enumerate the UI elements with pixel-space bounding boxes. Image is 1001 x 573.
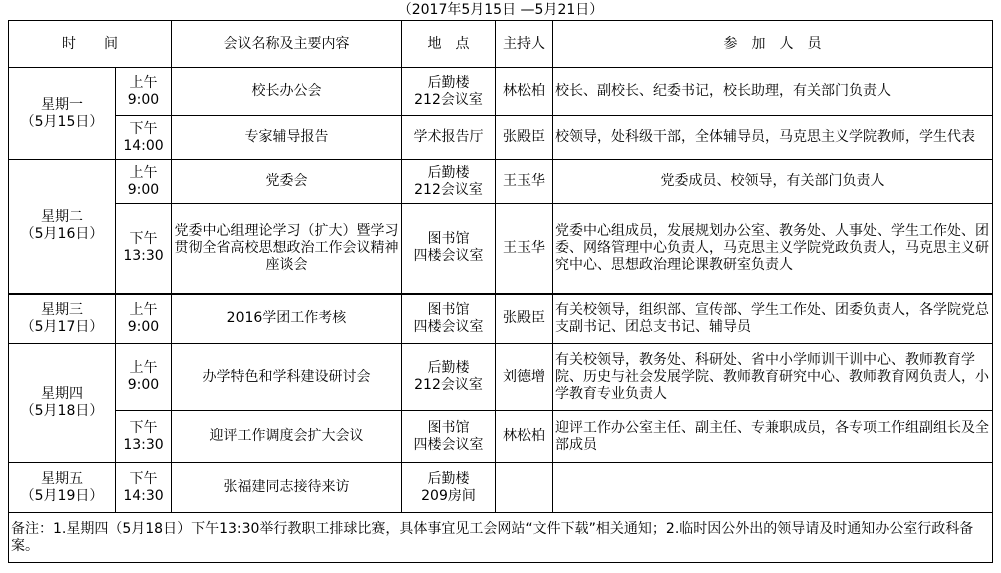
meeting-attendees: 校长、副校长、纪委书记，校长助理，有关部门负责人	[553, 68, 993, 116]
day-label: 星期一 （5月15日）	[9, 68, 116, 160]
date-range: （2017年5月15日 —5月21日）	[397, 2, 604, 18]
meeting-name: 办学特色和学科建设研讨会	[172, 344, 402, 411]
meeting-host: 林松柏	[496, 68, 553, 116]
table-row	[9, 294, 993, 344]
meeting-attendees: 党委中心组成员，发展规划办公室、教务处、人事处、学生工作处、团委、网络管理中心负责人，马克思主义学院党政负责人，马克思主义研究中心、思想政治理论课教研室负责人	[553, 204, 993, 294]
note-row	[9, 513, 993, 563]
meeting-attendees: 迎评工作办公室主任、副主任、专兼职成员，各专项工作组副组长及全部成员	[553, 411, 993, 463]
meeting-host: 王玉华	[496, 160, 553, 204]
session-time: 下午 13:30	[116, 411, 172, 463]
day-label: 星期四 （5月18日）	[9, 344, 116, 463]
meeting-name: 党委中心组理论学习（扩大）暨学习贯彻全省高校思想政治工作会议精神座谈会	[172, 204, 402, 294]
header-row	[9, 21, 993, 68]
meeting-schedule-table	[8, 20, 993, 563]
footnote: 备注：1.星期四（5月18日）下午13:30举行教职工排球比赛，具体事宜见工会网站“文件下载”相关通知；2.临时因公外出的领导请及时通知办公室行政科备案。	[9, 513, 993, 563]
day-label: 星期五 （5月19日）	[9, 463, 116, 513]
session-time: 上午 9:00	[116, 68, 172, 116]
meeting-location: 图书馆 四楼会议室	[402, 411, 496, 463]
session-time: 下午 14:30	[116, 463, 172, 513]
meeting-host	[496, 463, 553, 513]
table-row	[9, 463, 993, 513]
meeting-attendees: 有关校领导，教务处、科研处、省中小学师训干训中心、教师教育学院、历史与社会发展学院、教师教育研究中心、教师教育网负责人，小学教育专业负责人	[553, 344, 993, 411]
table-row	[9, 160, 993, 204]
meeting-location: 后勤楼 209房间	[402, 463, 496, 513]
meeting-attendees: 有关校领导，组织部、宣传部、学生工作处、团委负责人，各学院党总支副书记、团总支书记、辅导员	[553, 294, 993, 344]
meeting-name: 校长办公会	[172, 68, 402, 116]
meeting-name: 2016学团工作考核	[172, 294, 402, 344]
meeting-name: 党委会	[172, 160, 402, 204]
session-time: 上午 9:00	[116, 344, 172, 411]
meeting-host: 王玉华	[496, 204, 553, 294]
session-time: 上午 9:00	[116, 294, 172, 344]
meeting-location: 后勤楼 212会议室	[402, 344, 496, 411]
header-meeting: 会议名称及主要内容	[172, 21, 402, 68]
header-host: 主持人	[496, 21, 553, 68]
day-label: 星期二 （5月16日）	[9, 160, 116, 294]
table-row	[9, 116, 993, 160]
table-row	[9, 204, 993, 294]
meeting-host: 张殿臣	[496, 116, 553, 160]
header-location: 地 点	[402, 21, 496, 68]
table-row	[9, 68, 993, 116]
header-attendees: 参 加 人 员	[553, 21, 993, 68]
meeting-location: 图书馆 四楼会议室	[402, 204, 496, 294]
day-label: 星期三 （5月17日）	[9, 294, 116, 344]
meeting-location: 图书馆 四楼会议室	[402, 294, 496, 344]
session-time: 下午 14:00	[116, 116, 172, 160]
meeting-location: 后勤楼 212会议室	[402, 68, 496, 116]
meeting-name: 张福建同志接待来访	[172, 463, 402, 513]
session-time: 上午 9:00	[116, 160, 172, 204]
session-time: 下午 13:30	[116, 204, 172, 294]
meeting-location: 学术报告厅	[402, 116, 496, 160]
meeting-attendees	[553, 463, 993, 513]
header-time: 时 间	[9, 21, 172, 68]
table-row	[9, 344, 993, 411]
meeting-host: 张殿臣	[496, 294, 553, 344]
meeting-attendees: 党委成员、校领导，有关部门负责人	[553, 160, 993, 204]
meeting-host: 刘德增	[496, 344, 553, 411]
meeting-name: 专家辅导报告	[172, 116, 402, 160]
table-row	[9, 411, 993, 463]
meeting-location: 后勤楼 212会议室	[402, 160, 496, 204]
meeting-name: 迎评工作调度会扩大会议	[172, 411, 402, 463]
meeting-host: 林松柏	[496, 411, 553, 463]
meeting-attendees: 校领导，处科级干部，全体辅导员，马克思主义学院教师，学生代表	[553, 116, 993, 160]
